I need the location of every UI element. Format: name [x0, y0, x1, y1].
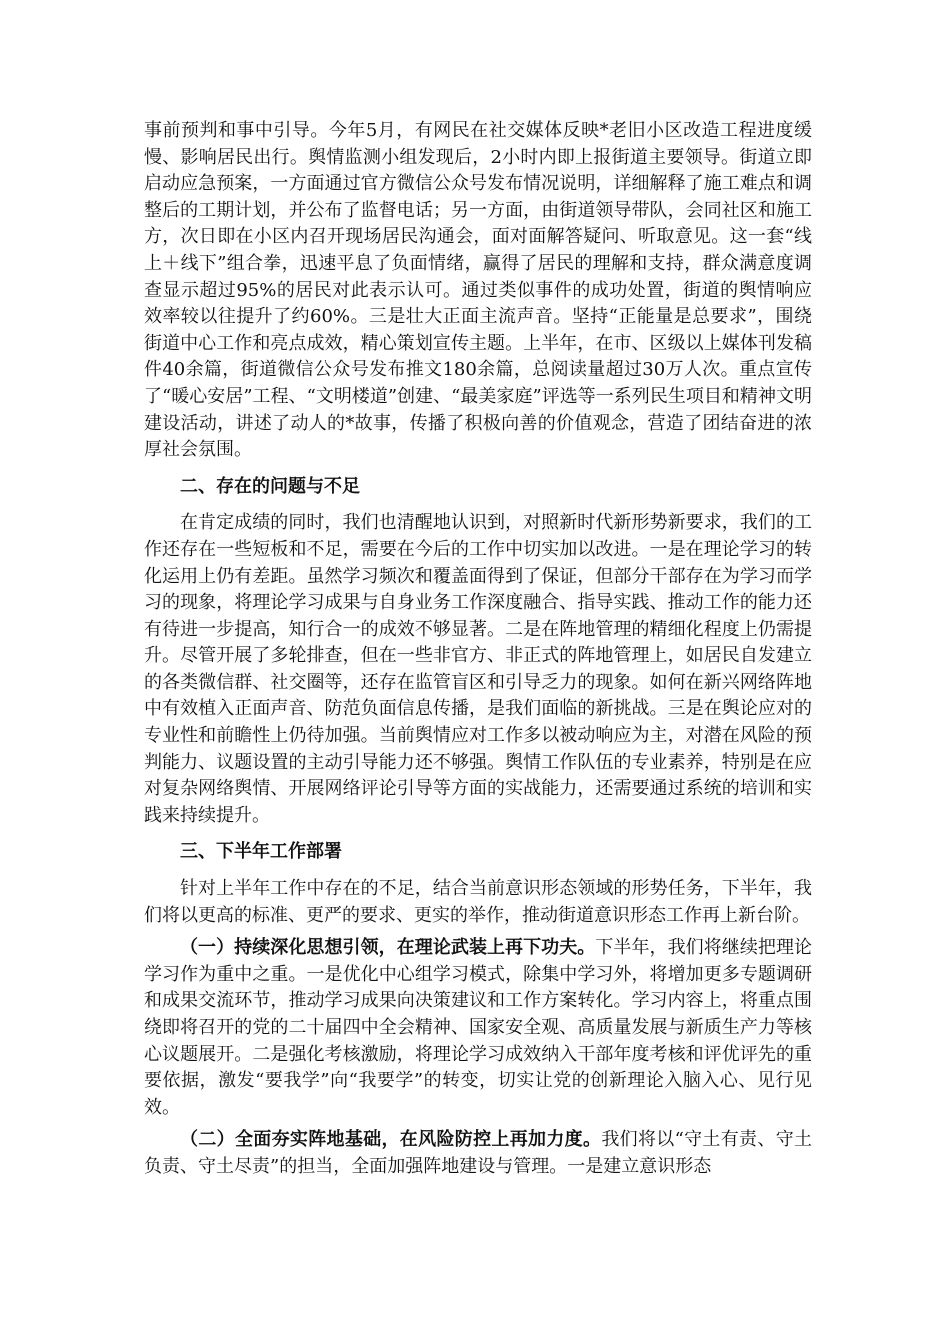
paragraph-public-opinion-handling: 事前预判和事中引导。今年5月，有网民在社交媒体反映*老旧小区改造工程进度缓慢、影响居民出行。舆情监测小组发现后，2小时内即上报街道主要领导。街道立即启动应急预案，一方面通过官方微信公众号发布情况说明，详细解释了施工难点和调整后的工期计划，并公布了监督电话；另一方面，由街道领导带队，会同社区和施工方，次日即在小区内召开现场居民沟通会，面对面解答疑问、听取意见。这一套“线上＋线下”组合拳，迅速平息了负面情绪，赢得了居民的理解和支持，群众满意度调查显示超过95%的居民对此表示认可。通过类似事件的成功处置，街道的舆情响应效率较以往提升了约60%。三是壮大正面主流声音。坚持“正能量是总要求”，围绕街道中心工作和亮点成效，精心策划宣传主题。上半年，在市、区级以上媒体刊发稿件40余篇，街道微信公众号发布推文180余篇，总阅读量超过30万人次。重点宣传了“暖心安居”工程、“文明楼道”创建、“最美家庭”评选等一系列民生项目和精神文明建设活动，讲述了动人的*故事，传播了积极向善的价值观念，营造了团结奋进的浓厚社会氛围。 — [144, 120, 812, 461]
item-1-body: 下半年，我们将继续把理论学习作为重中之重。一是优化中心组学习模式，除集中学习外，将增加更多专题调研和成果交流环节，推动学习成果向决策建议和工作方案转化。学习内容上，将重点围绕即将召开的党的二十届四中全会精神、国家安全观、高质量发展与新质生产力等核心议题展开。二是强化考核激励，将理论学习成效纳入干部年度考核和评优评先的重要依据，激发“要我学”向“我要学”的转变，切实让党的创新理论入脑入心、见行见效。 — [144, 937, 813, 1118]
paragraph-plan-intro: 针对上半年工作中存在的不足，结合当前意识形态领域的形势任务，下半年，我们将以更高的标准、更严的要求、更实的举作，推动街道意识形态工作再上新台阶。 — [144, 878, 812, 926]
section-heading-problems: 二、存在的问题与不足 — [180, 475, 360, 497]
item-2-body: 我们将以“守土有责、守土负责、守土尽责”的担当，全面加强阵地建设与管理。一是建立意识形态 — [144, 1129, 813, 1177]
section-heading-plan: 三、下半年工作部署 — [180, 841, 342, 863]
paragraph-problems: 在肯定成绩的同时，我们也清醒地认识到，对照新时代新形势新要求，我们的工作还存在一些短板和不足，需要在今后的工作中切实加以改进。一是在理论学习的转化运用上仍有差距。虽然学习频次和覆盖面得到了保证，但部分干部存在为学习而学习的现象，将理论学习成果与自身业务工作深度融合、指导实践、推动工作的能力还有待进一步提高，知行合一的成效不够显著。二是在阵地管理的精细化程度上仍需提升。尽管开展了多轮排查，但在一些非官方、非正式的阵地管理上，如居民自发建立的各类微信群、社交圈等，还存在监管盲区和引导乏力的现象。如何在新兴网络阵地中有效植入正面声音、防范负面信息传播，是我们面临的新挑战。三是在舆论应对的专业性和前瞻性上仍待加强。当前舆情应对工作多以被动响应为主，对潜在风险的预判能力、议题设置的主动引导能力还不够强。舆情工作队伍的专业素养，特别是在应对复杂网络舆情、开展网络评论引导等方面的实战能力，还需要通过系统的培训和实践来持续提升。 — [144, 512, 812, 826]
item-1-lead: （一）持续深化思想引领，在理论武装上再下功夫。 — [180, 937, 596, 959]
paragraph-item-1 — [144, 935, 812, 1121]
paragraph-item-2 — [144, 1127, 812, 1180]
item-2-lead: （二）全面夯实阵地基础，在风险防控上再加力度。 — [180, 1129, 602, 1151]
